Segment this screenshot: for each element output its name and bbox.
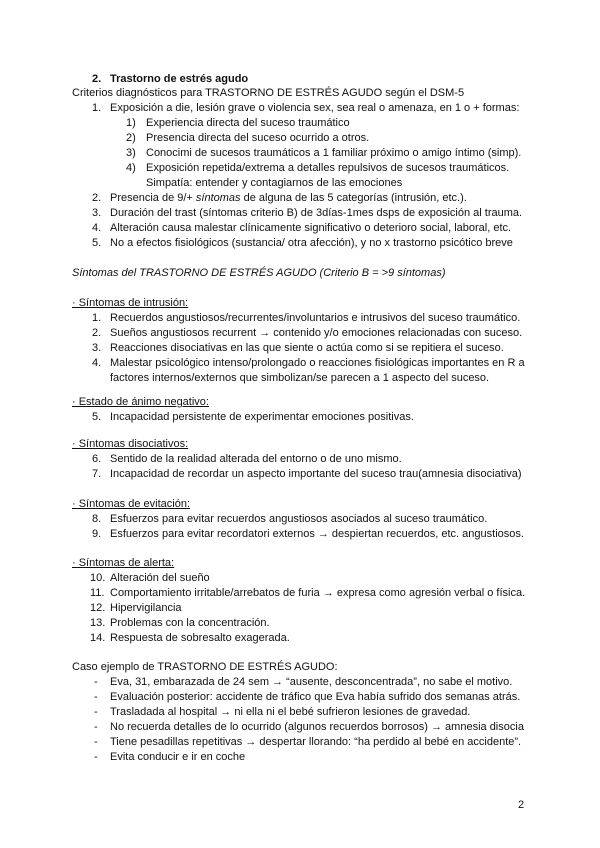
criterion-1-sub-2-num: 2) bbox=[126, 132, 136, 144]
criterion-1-sub-4-continuation: Simpatía: entender y contagiarnos de las emociones bbox=[146, 177, 403, 189]
alert-title-text: · Síntomas de alerta: bbox=[72, 557, 175, 569]
alert-item-10-num: 10. bbox=[90, 572, 106, 584]
criterion-2-post: de alguna de las 5 categorías (intrusión, etc.). bbox=[240, 192, 467, 204]
case-item-4-dash: - bbox=[94, 721, 98, 733]
page-number: 2 bbox=[518, 799, 525, 811]
intrusion-item-3-text: Reacciones disociativas en las que siente o actúa como si se repitiera el suceso. bbox=[110, 342, 504, 354]
alert-item-12-num: 12. bbox=[90, 602, 106, 614]
mood-title bbox=[72, 395, 209, 410]
criterion-3-text: Duración del trast (síntomas criterio B) de 3días-1mes dsps de exposición al trauma. bbox=[110, 207, 523, 219]
criterion-3-num: 3. bbox=[92, 207, 102, 219]
dissociative-item-7-text: Incapacidad de recordar un aspecto importante del suceso trau(amnesia disociativa) bbox=[110, 468, 522, 480]
avoidance-item-9-num: 9. bbox=[92, 528, 102, 540]
criterion-2-text bbox=[110, 191, 467, 206]
symptoms-title: Síntomas del TRASTORNO DE ESTRÉS AGUDO (Criterio B = >9 síntomas) bbox=[72, 267, 446, 279]
alert-item-14-num: 14. bbox=[90, 632, 106, 644]
case-item-6-text: Evita conducir e ir en coche bbox=[110, 751, 246, 763]
alert-item-12-text: Hipervigilancia bbox=[110, 602, 182, 614]
alert-item-11-num: 11. bbox=[90, 587, 105, 599]
criterion-1-sub-2-text: Presencia directa del suceso ocurrido a otros. bbox=[146, 132, 370, 144]
case-item-4-text: No recuerda detalles de lo ocurrido (algunos recuerdos borrosos) → amnesia disocia bbox=[110, 721, 524, 733]
alert-item-13-text: Problemas con la concentración. bbox=[110, 617, 270, 629]
criterion-1-sub-3-num: 3) bbox=[126, 147, 136, 159]
criteria-intro: Criterios diagnósticos para TRASTORNO DE ESTRÉS AGUDO según el DSM-5 bbox=[72, 87, 465, 99]
mood-item-5-text: Incapacidad persistente de experimentar emociones positivas. bbox=[110, 411, 414, 423]
case-item-3-dash: - bbox=[94, 706, 98, 718]
alert-title bbox=[72, 556, 174, 571]
case-item-1-dash: - bbox=[94, 676, 98, 688]
criterion-1-sub-1-text: Experiencia directa del suceso traumático bbox=[146, 117, 350, 129]
heading-title: Trastorno de estrés agudo bbox=[110, 73, 249, 85]
avoidance-title bbox=[72, 497, 190, 512]
criterion-1-sub-3-text: Conocimi de sucesos traumáticos a 1 familiar próximo o amigo íntimo (simp). bbox=[146, 147, 522, 159]
avoidance-item-8-text: Esfuerzos para evitar recuerdos angustiosos asociados al suceso traumático. bbox=[110, 513, 488, 525]
alert-item-13-num: 13. bbox=[90, 617, 106, 629]
case-item-2-text: Evaluación posterior: accidente de tráfico que Eva había sufrido dos semanas atrás. bbox=[110, 691, 521, 703]
criterion-1-text: Exposición a die, lesión grave o violencia sex, sea real o amenaza, en 1 o + formas: bbox=[110, 102, 520, 114]
criterion-4-num: 4. bbox=[92, 222, 102, 234]
dissociative-item-6-text: Sentido de la realidad alterada del entorno o de uno mismo. bbox=[110, 453, 402, 465]
case-title: Caso ejemplo de TRASTORNO DE ESTRÉS AGUDO: bbox=[72, 661, 338, 673]
heading-number: 2. bbox=[92, 73, 102, 85]
intrusion-item-4-num: 4. bbox=[92, 357, 102, 369]
intrusion-item-2-num: 2. bbox=[92, 327, 102, 339]
intrusion-title bbox=[72, 296, 188, 311]
case-item-3-text: Trasladada al hospital → ni ella ni el bebé sufrieron lesiones de gravedad. bbox=[110, 706, 471, 718]
avoidance-item-8-num: 8. bbox=[92, 513, 102, 525]
intrusion-item-1-text: Recuerdos angustiosos/recurrentes/involuntarios e intrusivos del suceso traumático. bbox=[110, 312, 521, 324]
criterion-2-num: 2. bbox=[92, 192, 102, 204]
intrusion-item-3-num: 3. bbox=[92, 342, 102, 354]
case-item-2-dash: - bbox=[94, 691, 98, 703]
criterion-2-pre: Presencia de 9/+ bbox=[110, 192, 196, 204]
avoidance-item-9-text: Esfuerzos para evitar recordatori externos → despiertan recuerdos, etc. angustiosos. bbox=[110, 528, 524, 540]
criterion-4-text: Alteración causa malestar clínicamente significativo o deterioro social, laboral, etc. bbox=[110, 222, 512, 234]
case-item-5-text: Tiene pesadillas repetitivas → despertar llorando: “ha perdido al bebé en accidente”. bbox=[110, 736, 522, 748]
criterion-2-emphasis: síntomas bbox=[195, 192, 241, 204]
criterion-5-num: 5. bbox=[92, 237, 102, 249]
alert-item-14-text: Respuesta de sobresalto exagerada. bbox=[110, 632, 290, 644]
intrusion-item-1-num: 1. bbox=[92, 312, 102, 324]
dissociative-title-text: · Síntomas disociativos: bbox=[72, 438, 189, 450]
case-item-5-dash: - bbox=[94, 736, 98, 748]
criterion-5-text: No a efectos fisiológicos (sustancia/ otra afección), y no x trastorno psicótico breve bbox=[110, 237, 513, 249]
criterion-1-num: 1. bbox=[92, 102, 102, 114]
criterion-1-sub-4-num: 4) bbox=[126, 162, 136, 174]
intrusion-item-4-continuation: factores internos/externos que simbolizan/se parecen a 1 aspecto del suceso. bbox=[110, 372, 490, 384]
dissociative-item-7-num: 7. bbox=[92, 468, 102, 480]
criterion-1-sub-4-text: Exposición repetida/extrema a detalles repulsivos de sucesos traumáticos. bbox=[146, 162, 510, 174]
dissociative-item-6-num: 6. bbox=[92, 453, 102, 465]
case-item-1-text: Eva, 31, embarazada de 24 sem → “ausente, desconcentrada”, no sabe el motivo. bbox=[110, 676, 513, 688]
case-item-6-dash: - bbox=[94, 751, 98, 763]
alert-item-10-text: Alteración del sueño bbox=[110, 572, 210, 584]
mood-title-text: · Estado de ánimo negativo: bbox=[72, 396, 209, 408]
intrusion-title-text: · Síntomas de intrusión: bbox=[72, 297, 189, 309]
alert-item-11-text: Comportamiento irritable/arrebatos de furia → expresa como agresión verbal o física. bbox=[110, 587, 526, 599]
mood-item-5-num: 5. bbox=[92, 411, 102, 423]
intrusion-item-4-text: Malestar psicológico intenso/prolongado o reacciones fisiológicas importantes en R a bbox=[110, 357, 525, 369]
avoidance-title-text: · Síntomas de evitación: bbox=[72, 498, 191, 510]
dissociative-title bbox=[72, 437, 188, 452]
criterion-1-sub-1-num: 1) bbox=[126, 117, 136, 129]
intrusion-item-2-text: Sueños angustiosos recurrent → contenido y/o emociones relacionadas con suceso. bbox=[110, 327, 523, 339]
